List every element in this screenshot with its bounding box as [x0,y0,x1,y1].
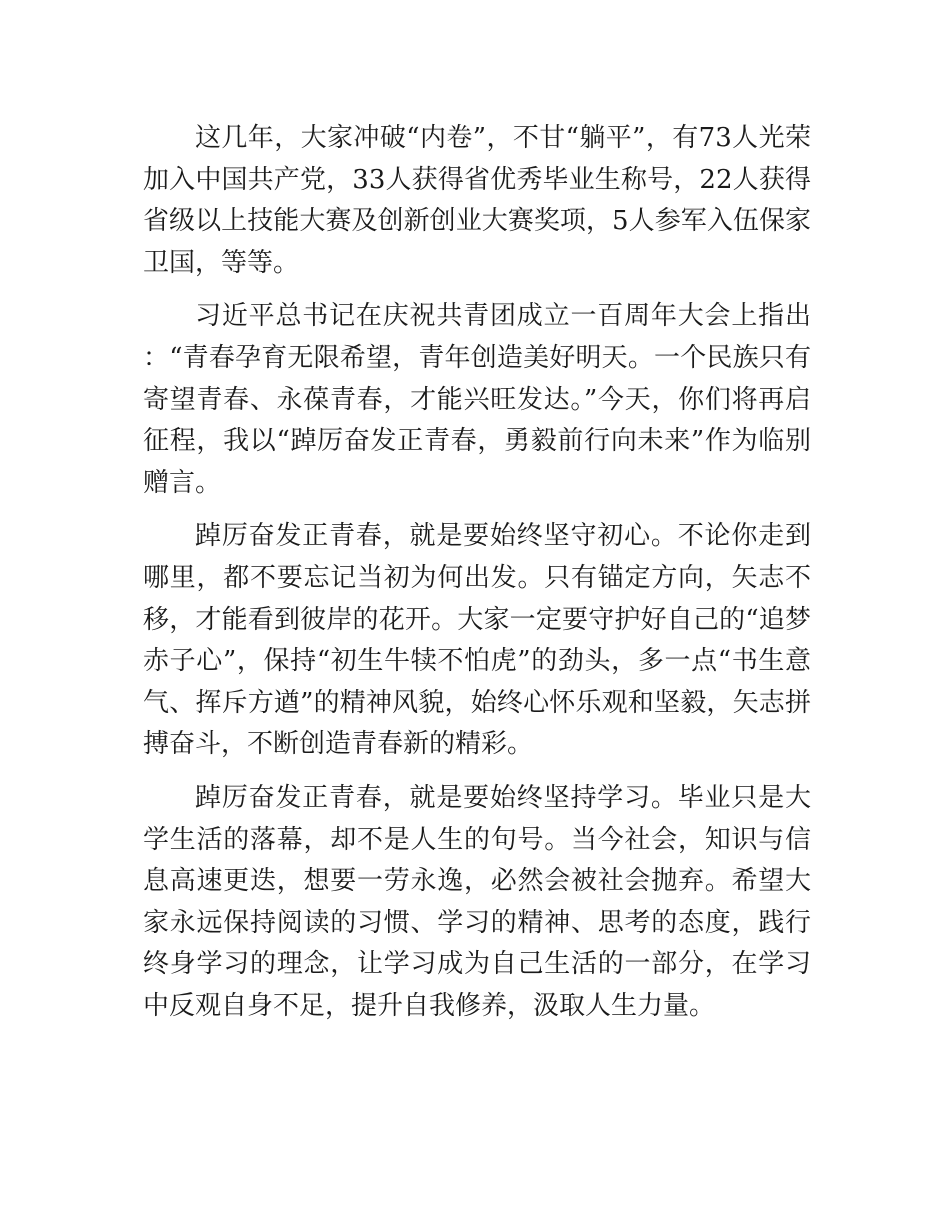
paragraph-1: 这几年，大家冲破“内卷”，不甘“躺平”，有73人光荣加入中国共产党，33人获得省优秀毕业生称号，22人获得省级以上技能大赛及创新创业大赛奖项，5人参军入伍保家卫国，等等。 [143,123,811,278]
paragraph-3: 踔厉奋发正青春，就是要始终坚守初心。不论你走到哪里，都不要忘记当初为何出发。只有锚定方向，矢志不移，才能看到彼岸的花开。大家一定要守护好自己的“追梦赤子心”，保持“初生牛犊不怕虎”的劲头，多一点“书生意气、挥斥方遒”的精神风貌，始终心怀乐观和坚毅，矢志拼搏奋斗，不断创造青春新的精彩。 [143,521,811,760]
paragraph-2: 习近平总书记在庆祝共青团成立一百周年大会上指出：“青春孕育无限希望，青年创造美好明天。一个民族只有寄望青春、永葆青春，才能兴旺发达。”今天，你们将再启征程，我以“踔厉奋发正青春，勇毅前行向未来”作为临别赠言。 [143,301,811,498]
document-body [143,118,811,1039]
paragraph-4: 踔厉奋发正青春，就是要始终坚持学习。毕业只是大学生活的落幕，却不是人生的句号。当今社会，知识与信息高速更迭，想要一劳永逸，必然会被社会抛弃。希望大家永远保持阅读的习惯、学习的精神、思考的态度，践行终身学习的理念，让学习成为自己生活的一部分，在学习中反观自身不足，提升自我修养，汲取人生力量。 [143,782,811,1021]
